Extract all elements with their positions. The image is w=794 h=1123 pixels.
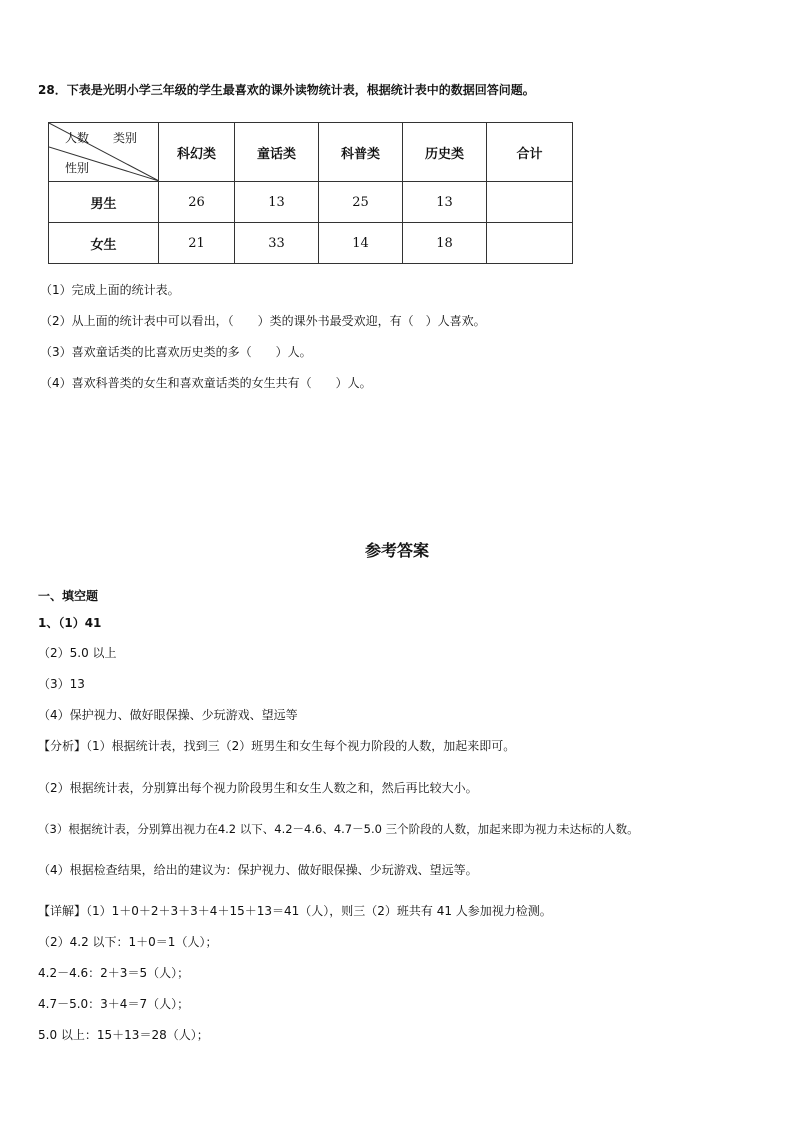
subquestion-1: （1）完成上面的统计表。 [40, 283, 180, 297]
analysis-line: （3）根据统计表，分别算出视力在4.2 以下、4.2－4.6、4.7－5.0 三个阶段的人数，加起来即为视力未达标的人数。 [38, 822, 639, 836]
answer-line: （2）5.0 以上 [38, 646, 117, 660]
cell: 13 [235, 182, 319, 223]
detail-line: 4.7－5.0：3＋4＝7（人）； [38, 997, 190, 1011]
cell: 25 [319, 182, 403, 223]
subquestion-3: （3）喜欢童话类的比喜欢历史类的多（ ）人。 [40, 345, 312, 359]
answer-line: 1、（1）41 [38, 616, 102, 630]
cell: 26 [159, 182, 235, 223]
analysis-line: （2）根据统计表，分别算出每个视力阶段男生和女生人数之和，然后再比较大小。 [38, 781, 478, 795]
corner-label-gender: 性别 [65, 161, 90, 175]
detail-line: 【详解】（1）1＋0＋2＋3＋3＋4＋15＋13＝41（人），则三（2）班共有 41 人参加视力检测。 [38, 904, 552, 918]
table-corner-cell [49, 123, 159, 182]
cell: 14 [319, 223, 403, 264]
question-title: 28．下表是光明小学三年级的学生最喜欢的课外读物统计表，根据统计表中的数据回答问题。 [38, 83, 535, 97]
table-row [49, 182, 573, 223]
cell-total-blank [487, 182, 573, 223]
reading-stats-table [48, 122, 573, 264]
answer-line: （3）13 [38, 677, 85, 691]
subquestion-2: （2）从上面的统计表中可以看出，（ ）类的课外书最受欢迎，有（ ）人喜欢。 [40, 314, 486, 328]
cell: 21 [159, 223, 235, 264]
detail-line: 4.2－4.6：2＋3＝5（人）； [38, 966, 190, 980]
detail-line: 5.0 以上：15＋13＝28（人）； [38, 1028, 209, 1042]
answers-section-title: 一、填空题 [38, 589, 99, 603]
header-total: 合计 [487, 123, 573, 182]
cell: 18 [403, 223, 487, 264]
detail-line: （2）4.2 以下：1＋0＝1（人）； [38, 935, 218, 949]
row-label-girls: 女生 [49, 223, 159, 264]
header-scifi: 科幻类 [159, 123, 235, 182]
header-history: 历史类 [403, 123, 487, 182]
corner-label-category: 类别 [113, 131, 138, 145]
corner-label-count: 人数 [65, 131, 90, 145]
cell: 33 [235, 223, 319, 264]
header-fairytale: 童话类 [235, 123, 319, 182]
table-row [49, 223, 573, 264]
cell: 13 [403, 182, 487, 223]
header-science: 科普类 [319, 123, 403, 182]
subquestion-4: （4）喜欢科普类的女生和喜欢童话类的女生共有（ ）人。 [40, 376, 372, 390]
analysis-line: （4）根据检查结果，给出的建议为：保护视力、做好眼保操、少玩游戏、望远等。 [38, 863, 478, 877]
table-header-row [49, 123, 573, 182]
answer-line: （4）保护视力、做好眼保操、少玩游戏、望远等 [38, 708, 298, 722]
row-label-boys: 男生 [49, 182, 159, 223]
analysis-line: 【分析】（1）根据统计表，找到三（2）班男生和女生每个视力阶段的人数，加起来即可。 [38, 739, 516, 753]
answers-heading: 参考答案 [364, 541, 429, 560]
cell-total-blank [487, 223, 573, 264]
